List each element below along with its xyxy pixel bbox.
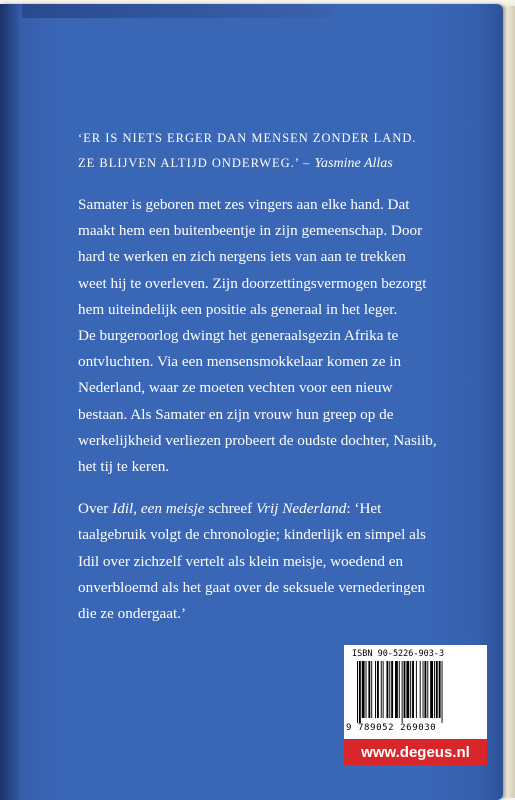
barcode-bar [420, 661, 421, 718]
barcode-bar [391, 661, 393, 718]
barcode-bar [427, 661, 428, 718]
barcode-bar [366, 661, 367, 718]
barcode-bar [362, 661, 365, 718]
review-paragraph [78, 496, 438, 627]
barcode-bar [416, 661, 417, 718]
barcode-bar [402, 661, 403, 723]
review-text: : ‘Het taalgebruik volgt de chronologie; kinderlijk en simpel als Idil over zichzelf vertelt als klein meisje, woedend en onverbloemd als het gaat over de seksuele vernederingen die ze ondergaat.’ [78, 500, 426, 623]
review-middle: schreef [204, 500, 256, 518]
barcode-bar [357, 661, 358, 723]
barcode-panel [344, 645, 487, 739]
barcode-bar [439, 661, 441, 718]
epigraph-quote [78, 126, 438, 176]
barcode-bar [371, 661, 372, 718]
barcode-digits: 9 789052 269030 [346, 723, 437, 733]
publisher-website[interactable]: www.degeus.nl [344, 739, 487, 765]
barcode-bar [423, 661, 424, 718]
review-book-title: Idil, een meisje [112, 500, 205, 518]
spine-hinge [0, 4, 22, 800]
barcode-bar [359, 661, 361, 723]
barcode-bar [434, 661, 435, 718]
barcode-bar [389, 661, 390, 718]
barcode-bar [381, 661, 382, 718]
quote-line-1: ‘ER IS NIETS ERGER DAN MENSEN ZONDER LAND. [78, 131, 417, 145]
barcode-bar [412, 661, 414, 718]
barcode-bar [442, 661, 443, 723]
barcode-bar [377, 661, 379, 718]
barcode-bar [395, 661, 398, 718]
barcode-bar [424, 661, 426, 718]
quote-author: Yasmine Allas [314, 156, 393, 171]
barcode-bar [383, 661, 384, 718]
blurb-paragraph-1: Samater is geboren met zes vingers aan elke hand. Dat maakt hem een buitenbeentje in zijn gemeenschap. Door hard te werken en zich nergens iets van aan te trekken weet hij te overleven. Zijn doorzettingsvermogen bezorgt hem uiteindelijk een positie als generaal in het leger. [78, 196, 427, 318]
quote-line-2: ZE BLIJVEN ALTIJD ONDERWEG.’ – [78, 156, 311, 170]
barcode-bar [368, 661, 370, 718]
review-magazine: Vrij Nederland [255, 500, 347, 518]
blurb-paragraph-2: De burgeroorlog dwingt het generaalsgezin Afrika te ontvluchten. Via een mensensmokkelaar komen ze in Nederland, waar ze moeten vechten voor een nieuw bestaan. Als Samater en zijn vrouw hun greep op de werkelijkheid verliezen probeert de oudste dochter, Nasiib, het tij te keren. [78, 327, 437, 476]
review-lead: Over [78, 500, 113, 518]
barcode-bar [399, 661, 400, 718]
barcode-bar [410, 661, 411, 718]
barcode-bar [375, 661, 376, 718]
barcode-bar [386, 661, 388, 718]
barcode-bar [406, 661, 409, 718]
barcode-bar [436, 661, 438, 718]
isbn-label: ISBN 90-5226-903-3 [352, 649, 445, 659]
cover-top-band [22, 4, 332, 18]
barcode-bars [356, 661, 480, 723]
barcode-bar [404, 661, 406, 718]
back-cover-text [78, 126, 438, 627]
barcode-bar [430, 661, 433, 718]
